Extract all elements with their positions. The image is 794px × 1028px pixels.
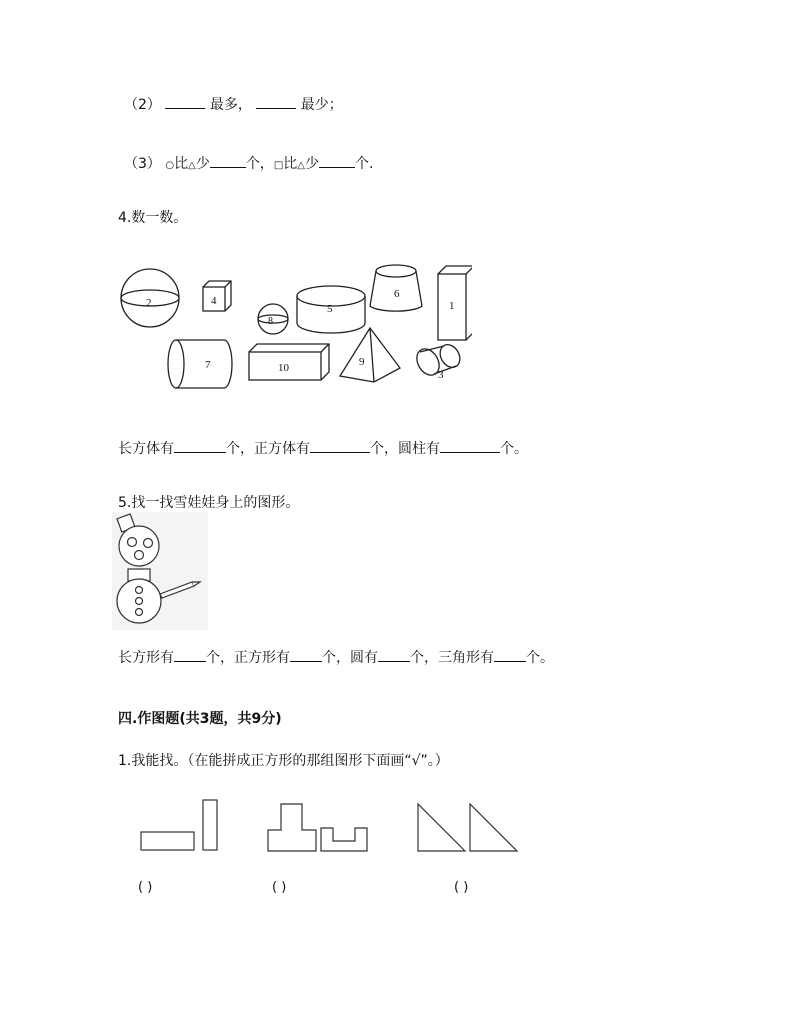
answer-blank[interactable] (440, 440, 500, 453)
answer-blank[interactable] (174, 649, 206, 662)
q2-text-least: 最少； (300, 97, 343, 113)
solid-label: 4 (211, 295, 217, 307)
q4-text: 个，圆柱有 (370, 441, 440, 457)
sphere-8-icon (258, 304, 288, 334)
q4-answer-line (118, 438, 528, 458)
answer-blank[interactable] (378, 649, 410, 662)
answer-paren-a[interactable]: ( ) (138, 880, 153, 895)
q5-text: 个。 (526, 650, 554, 666)
sphere-2-icon (121, 269, 179, 327)
solid-label: 9 (359, 356, 365, 368)
snowman-figure (112, 512, 208, 630)
q4-text: 个，正方体有 (226, 441, 310, 457)
q4-text: 个。 (500, 441, 528, 457)
q4-text: 长方体有 (118, 441, 174, 457)
answer-blank[interactable] (494, 649, 526, 662)
q2-line (124, 94, 343, 114)
q3-text: 少 (304, 156, 319, 172)
rectangle-icon (203, 800, 217, 850)
rectangle-icon (141, 832, 194, 850)
pyramid-9-icon (340, 328, 400, 382)
answer-blank[interactable] (210, 155, 246, 168)
t-shape-icon (268, 804, 316, 851)
q5-text: 个，正方形有 (206, 650, 290, 666)
q3-text: 比 (174, 156, 189, 172)
triangle-icon (470, 804, 517, 851)
q5-title: 5.找一找雪娃娃身上的图形。 (118, 495, 300, 511)
cylinder-3-icon (412, 341, 463, 381)
q3-text: 个. (354, 156, 374, 172)
cuboid-1-icon (438, 266, 472, 340)
q2-text-most: 最多， (209, 97, 252, 113)
cylinder-7-icon (168, 340, 232, 388)
cube-4-icon (203, 281, 231, 311)
triangle-icon (418, 804, 465, 851)
answer-blank[interactable] (310, 440, 370, 453)
u-shape-icon (321, 828, 367, 851)
answer-paren-c[interactable]: ( ) (454, 880, 469, 895)
solids-figure (112, 258, 472, 398)
answer-blank[interactable] (174, 440, 226, 453)
q3-text: 比 (283, 156, 298, 172)
solid-label: 3 (438, 369, 444, 381)
q5-answer-line (118, 647, 554, 667)
option-b-shapes (268, 804, 367, 851)
answer-blank[interactable] (256, 96, 296, 109)
q2-prefix: （2） (124, 97, 161, 113)
q5-text: 个，三角形有 (410, 650, 494, 666)
shape-pairs-figure (136, 796, 526, 856)
q5-text: 长方形有 (118, 650, 174, 666)
answer-paren-b[interactable]: ( ) (272, 880, 287, 895)
q6-title: 1.我能找。（在能拼成正方形的那组图形下面画“√”。） (118, 753, 449, 769)
option-c-shapes (418, 804, 517, 851)
section-heading: 四.作图题(共3题，共9分) (118, 711, 282, 727)
solid-label: 5 (327, 303, 333, 315)
solid-label: 7 (205, 359, 211, 371)
solid-label: 6 (394, 288, 400, 300)
circle-symbol-icon: ○ (165, 160, 175, 171)
option-a-shapes (141, 800, 217, 850)
solid-label: 2 (146, 297, 152, 309)
square-symbol-icon: □ (273, 160, 284, 171)
q4-title: 4.数一数。 (118, 210, 188, 226)
frustum-6-icon (370, 265, 422, 311)
q5-text: 个，圆有 (322, 650, 378, 666)
answer-blank[interactable] (165, 96, 205, 109)
solid-label: 8 (268, 316, 273, 327)
cylinder-5-icon (297, 286, 365, 333)
q3-text: 个， (245, 156, 274, 172)
q3-prefix: （3） (124, 156, 161, 172)
body-circle-icon (117, 579, 161, 623)
solid-label: 10 (278, 362, 289, 374)
answer-blank[interactable] (290, 649, 322, 662)
solid-label: 1 (449, 300, 455, 312)
triangle-symbol-icon: △ (297, 160, 305, 171)
q3-line (124, 153, 373, 173)
triangle-symbol-icon: △ (188, 160, 196, 171)
answer-blank[interactable] (319, 155, 355, 168)
q3-text: 少 (195, 156, 210, 172)
cuboid-10-icon (249, 344, 329, 380)
